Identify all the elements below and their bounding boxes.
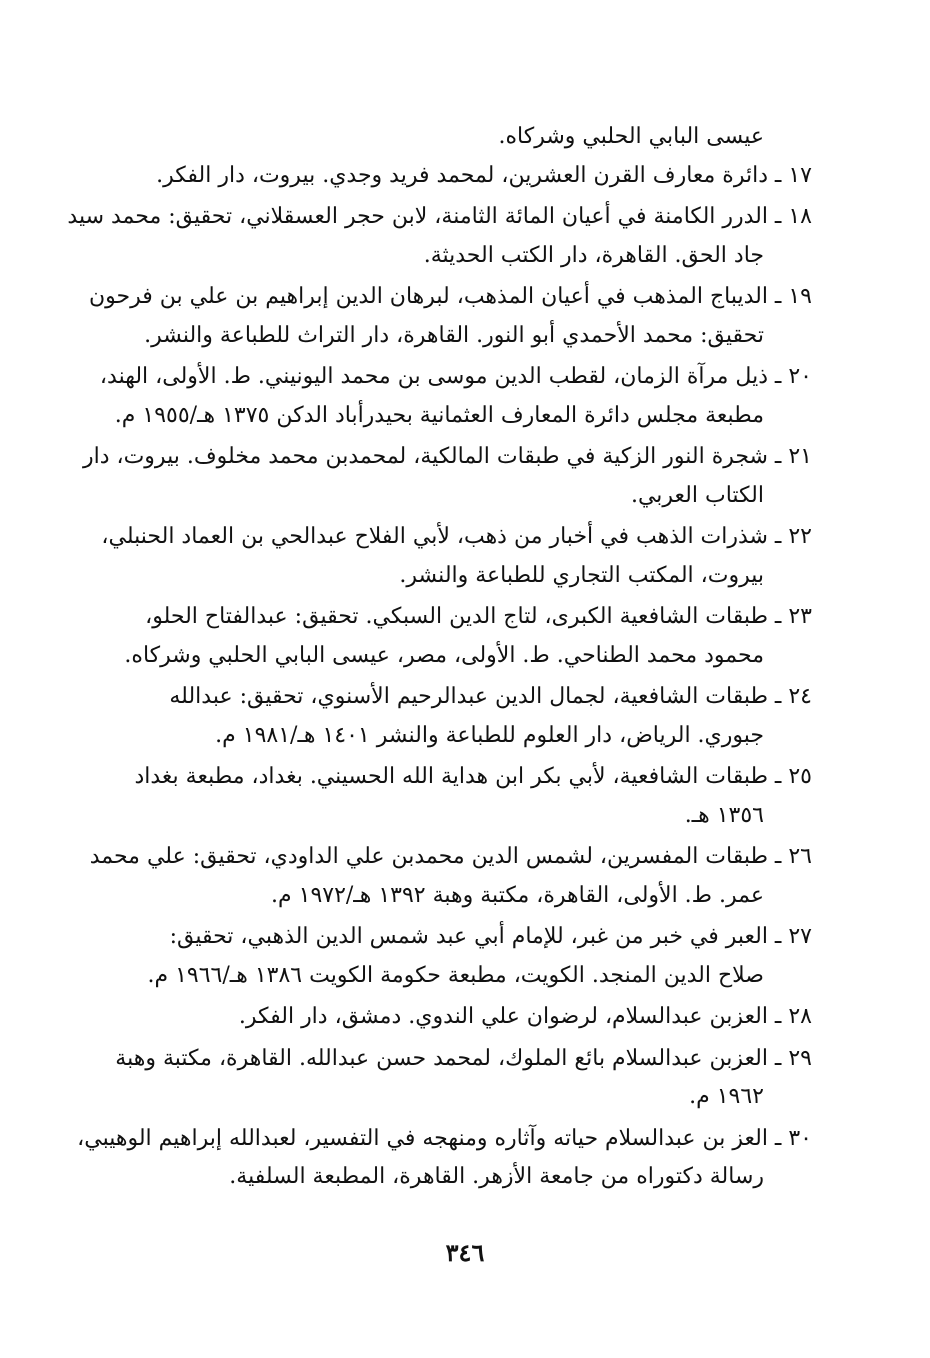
entry-number: ٢٦ ـ: [774, 844, 812, 869]
entry-number: ١٩ ـ: [774, 284, 812, 309]
entry-first-line: [112, 1040, 812, 1079]
entry-number: ٢٢ ـ: [774, 524, 812, 549]
entry-continuation-line: عمر. ط. الأولى، القاهرة، مكتبة وهبة ١٣٩٢ هـ/١٩٧٢ م.: [271, 882, 764, 908]
entry-text: طبقات الشافعية الكبرى، لتاج الدين السبكي. تحقيق: عبدالفتاح الحلو،: [145, 604, 768, 629]
bibliography-entry: [77, 1120, 812, 1197]
bibliography-entry: [82, 438, 812, 515]
entry-text: العز بن عبدالسلام حياته وآثاره ومنهجه في التفسير، لعبدالله إبراهيم الوهيبي،: [77, 1125, 768, 1151]
entry-text: طبقات الشافعية، لأبي بكر ابن هداية الله الحسيني. بغداد، مطبعة بغداد: [134, 764, 768, 789]
entry-text: الدرر الكامنة في أعيان المائة الثامنة، لابن حجر العسقلاني، تحقيق: محمد سيد: [67, 204, 768, 229]
bibliography-entry: [112, 998, 812, 1037]
entry-number: ٢١ ـ: [774, 444, 812, 469]
entry-continuation-line: تحقيق: محمد الأحمدي أبو النور. القاهرة، دار التراث للطباعة والنشر.: [144, 322, 764, 348]
bibliography-entry: [101, 518, 812, 595]
entry-first-line: [112, 157, 812, 196]
entry-number: ٣٠ ـ: [774, 1125, 812, 1151]
entry-continuation-line: ١٩٦٢ م.: [689, 1084, 764, 1109]
entry-text: شذرات الذهب في أخبار من ذهب، لأبي الفلاح عبدالحي بن العماد الحنبلي،: [101, 524, 768, 549]
entry-number: ١٨ ـ: [774, 204, 812, 229]
entry-text: الديباج المذهب في أعيان المذهب، لبرهان الدين إبراهيم بن علي بن فرحون: [88, 284, 768, 309]
entry-first-line: [112, 998, 812, 1037]
entry-text: شجرة النور الزكية في طبقات المالكية، لمحمدبن محمد مخلوف. بيروت، دار: [82, 444, 768, 469]
entry-first-line: [112, 598, 812, 637]
entry-continuation-line: بيروت، المكتب التجاري للطباعة والنشر.: [399, 562, 764, 588]
entry-text: العزبن عبدالسلام، لرضوان علي الندوي. دمشق، دار الفكر.: [238, 1004, 768, 1029]
entry-continuation-line: جبوري. الرياض، دار العلوم للطباعة والنشر ١٤٠١ هـ/١٩٨١ م.: [215, 722, 764, 748]
entry-text: ذيل مرآة الزمان، لقطب الدين موسى بن محمد اليونيني. ط. الأولى، الهند،: [99, 364, 768, 389]
entries-container: [67, 157, 812, 1197]
bibliography-entry: [89, 838, 812, 915]
entry-number: ٢٤ ـ: [774, 684, 812, 709]
entry-first-line: [101, 518, 812, 557]
page-number: ٣٤٦: [445, 1238, 485, 1267]
entry-first-line: [112, 678, 812, 717]
entry-continuation-line: محمود محمد الطناحي. ط. الأولى، مصر، عيسى البابي الحلبي وشركاه.: [124, 642, 764, 668]
entry-continuation-line: مطبعة مجلس دائرة المعارف العثمانية بحيدرأباد الدكن ١٣٧٥ هـ/١٩٥٥ م.: [114, 402, 764, 428]
entry-number: ٢٨ ـ: [774, 1004, 812, 1029]
bibliography-entry: [112, 678, 812, 755]
entry-continuation-line: صلاح الدين المنجد. الكويت، مطبعة حكومة الكويت ١٣٨٦ هـ/١٩٦٦ م.: [147, 962, 764, 988]
bibliography-entry: [99, 358, 812, 435]
continuation-line: عيسى البابي الحلبي وشركاه.: [498, 124, 764, 149]
entry-text: طبقات الشافعية، لجمال الدين عبدالرحيم الأسنوي، تحقيق: عبدالله: [169, 684, 768, 709]
entry-number: ٢٩ ـ: [774, 1045, 812, 1071]
bibliography-entry: [112, 918, 812, 995]
entry-text: العبر في خبر من غبر، للإمام أبي عبد شمس الدين الذهبي، تحقيق:: [169, 924, 768, 949]
entry-number: ٢٥ ـ: [774, 764, 812, 789]
entry-number: ١٧ ـ: [774, 162, 812, 188]
entry-first-line: [112, 918, 812, 957]
bibliography-entry: [112, 598, 812, 675]
entry-first-line: [82, 438, 812, 477]
bibliography-entry: [112, 157, 812, 196]
bibliography-entry: [112, 758, 812, 835]
entry-first-line: [88, 278, 812, 317]
entry-continuation-line: الكتاب العربي.: [630, 482, 764, 508]
entry-first-line: [77, 1120, 812, 1159]
entry-first-line: [89, 838, 812, 877]
entry-first-line: [99, 358, 812, 397]
entry-continuation-line: ١٣٥٦ هـ.: [684, 802, 764, 828]
entry-continuation-line: رسالة دكتوراه من جامعة الأزهر. القاهرة، المطبعة السلفية.: [229, 1164, 764, 1189]
entry-first-line: [112, 758, 812, 797]
entry-number: ٢٧ ـ: [774, 924, 812, 949]
bibliography-entry: [112, 1040, 812, 1117]
entry-first-line: [67, 198, 812, 237]
bibliography-entry: [67, 198, 812, 275]
entry-number: ٢٣ ـ: [774, 604, 812, 629]
entry-number: ٢٠ ـ: [774, 364, 812, 389]
entry-continuation-line: جاد الحق. القاهرة، دار الكتب الحديثة.: [423, 242, 764, 268]
bibliography-entry: [88, 278, 812, 355]
entry-text: طبقات المفسرين، لشمس الدين محمدبن علي الداودي، تحقيق: علي محمد: [89, 844, 768, 869]
entry-text: دائرة معارف القرن العشرين، لمحمد فريد وجدي. بيروت، دار الفكر.: [156, 162, 768, 188]
entry-text: العزبن عبدالسلام بائع الملوك، لمحمد حسن عبدالله. القاهرة، مكتبة وهبة: [115, 1045, 768, 1071]
bibliography-list: [67, 118, 812, 1200]
